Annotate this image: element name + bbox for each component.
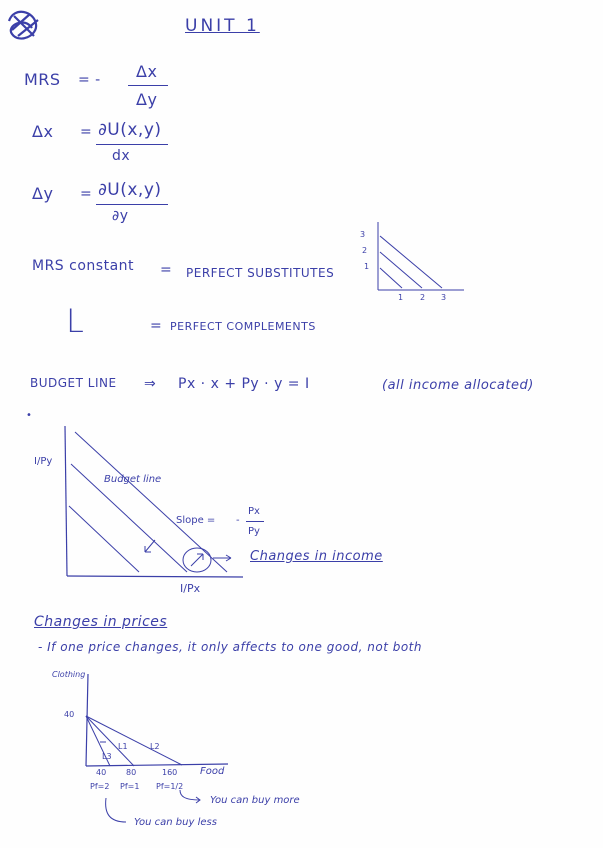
price-line-label-l3: L3 [102, 752, 112, 761]
price-label-pf2: Pf=2 [90, 782, 110, 791]
dx-denominator: dx [112, 148, 131, 164]
price-graph-y-value: 40 [64, 710, 75, 719]
substitutes-ytick-1: 1 [364, 262, 370, 271]
scribble-doodle [4, 6, 44, 46]
substitutes-ytick-2: 2 [362, 246, 368, 255]
slope-denominator: Py [248, 526, 260, 537]
budget-line-label: BUDGET LINE [30, 376, 117, 390]
budget-note: (all income allocated) [382, 378, 534, 393]
budget-arrow: ⇒ [144, 376, 157, 392]
slope-fraction-bar [246, 521, 264, 522]
dy-numerator: ∂U(x,y) [98, 180, 162, 200]
substitutes-xtick-3: 3 [441, 293, 447, 302]
mrs-denominator: Δy [136, 90, 158, 109]
price-change-graph [70, 668, 240, 778]
note-buy-less: You can buy less [134, 817, 217, 828]
price-line-label-l2: L2 [150, 742, 160, 751]
budget-formula: Px · x + Py · y = I [178, 376, 310, 392]
price-label-pf1: Pf=1 [120, 782, 140, 791]
dy-fraction-bar [96, 204, 168, 205]
dy-label: Δy [32, 184, 54, 203]
price-graph-x-value-160: 160 [162, 768, 178, 777]
note-buy-more: You can buy more [210, 795, 300, 806]
price-label-pf-half: Pf=1/2 [156, 782, 184, 791]
perfect-substitutes-text: PERFECT SUBSTITUTES [186, 266, 335, 280]
price-graph-x-value-80: 80 [126, 768, 137, 777]
dy-equals: = [80, 186, 93, 202]
slope-label: Slope = [176, 515, 216, 526]
complements-symbol: L [66, 302, 84, 340]
substitutes-xtick-1: 1 [398, 293, 404, 302]
bullet-mark: • [26, 410, 32, 421]
dx-equals: = [80, 124, 93, 140]
perfect-complements-text: PERFECT COMPLEMENTS [170, 320, 316, 333]
changes-in-income-label: Changes in income [250, 549, 383, 564]
substitutes-ytick-3: 3 [360, 230, 366, 239]
changes-prices-note: - If one price changes, it only affects to one good, not both [38, 640, 422, 654]
dx-label: Δx [32, 122, 54, 141]
price-graph-x-value-40: 40 [96, 768, 107, 777]
price-graph-y-label: Clothing [52, 670, 86, 679]
dx-fraction-bar [96, 144, 168, 145]
budget-x-intercept: I/Px [180, 582, 201, 595]
price-graph-x-label: Food [200, 766, 225, 777]
dy-denominator: ∂y [112, 208, 129, 224]
mrs-constant-label: MRS constant [32, 258, 135, 274]
substitutes-xtick-2: 2 [420, 293, 426, 302]
dx-numerator: ∂U(x,y) [98, 120, 162, 140]
mrs-fraction-bar [128, 85, 168, 86]
budget-y-intercept: I/Py [34, 456, 53, 467]
mrs-constant-equals: = [160, 262, 173, 278]
budget-line-name: Budget line [104, 474, 162, 485]
substitutes-graph [360, 218, 470, 308]
price-line-label-l1: L1 [118, 742, 128, 751]
complements-equals: = [150, 318, 163, 334]
slope-sign: - [236, 515, 240, 526]
page-title: UNIT 1 [185, 16, 260, 36]
mrs-equals: = - [78, 72, 101, 88]
slope-numerator: Px [248, 506, 260, 517]
mrs-label: MRS [24, 70, 61, 89]
note-arrows [96, 788, 216, 838]
budget-graph [55, 420, 255, 590]
mrs-numerator: Δx [136, 62, 158, 81]
changes-prices-heading: Changes in prices [34, 614, 168, 630]
